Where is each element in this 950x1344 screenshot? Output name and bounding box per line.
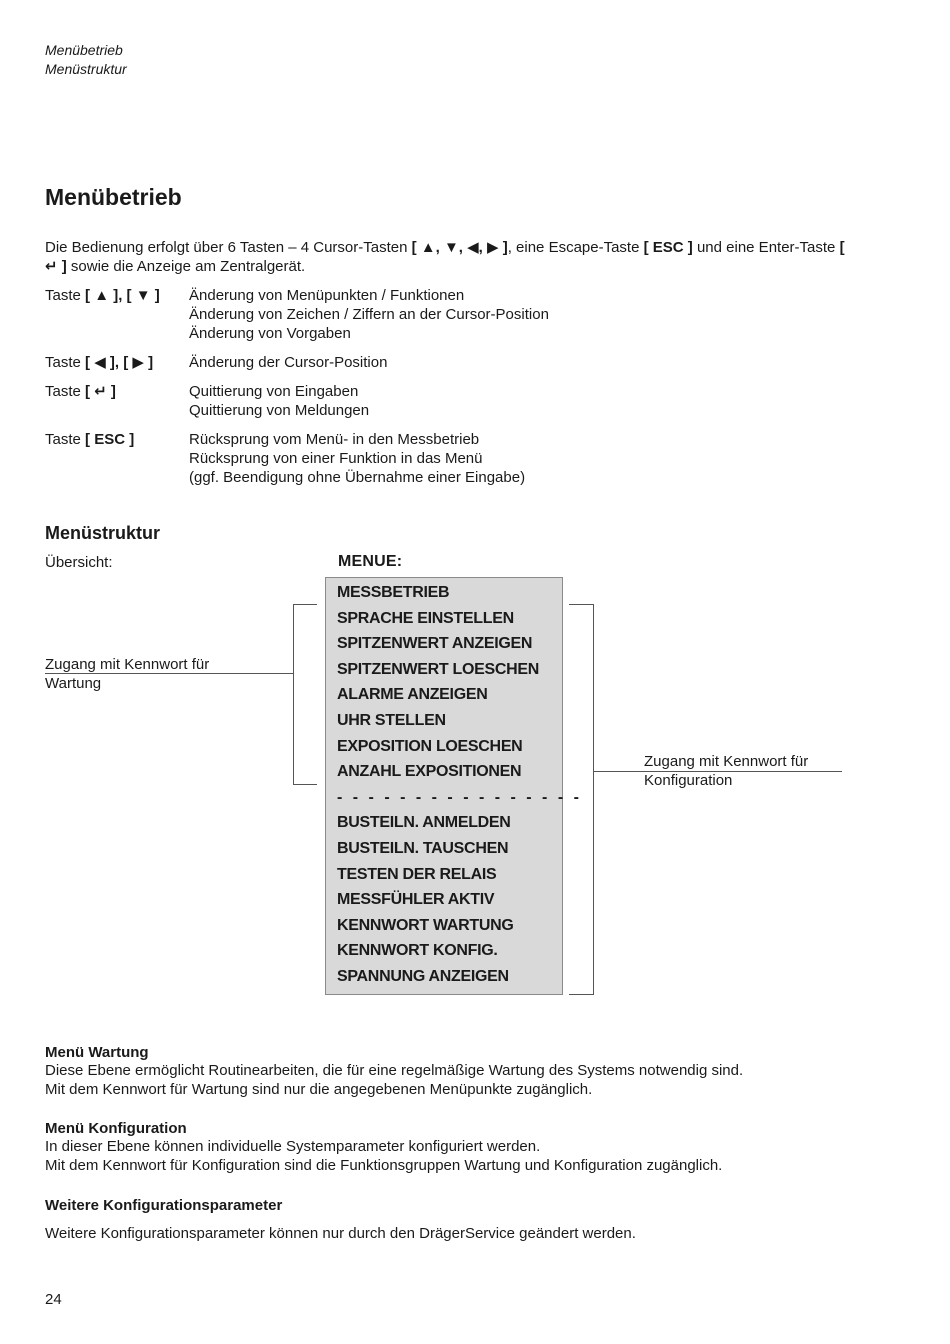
- intro-text-1: Die Bedienung erfolgt über 6 Tasten – 4 Cursor-Tasten: [45, 239, 412, 256]
- key-description: [189, 430, 825, 497]
- header-line-1: Menübetrieb: [45, 42, 123, 58]
- key-label: [45, 286, 189, 353]
- menu-item: KENNWORT KONFIG.: [337, 942, 498, 960]
- key-row-esc: [45, 430, 825, 497]
- maintenance-bracket-top: [293, 604, 317, 605]
- key-label: [45, 430, 189, 497]
- key-description-line: (ggf. Beendigung ohne Übernahme einer Eingabe): [189, 469, 526, 486]
- key-description-line: Änderung der Cursor-Position: [189, 354, 388, 371]
- access-maintenance-label: [45, 655, 209, 693]
- key-label-prefix: Taste: [45, 431, 86, 448]
- key-description-line: Änderung von Vorgaben: [189, 325, 351, 342]
- key-description: [189, 286, 825, 353]
- section-heading: Weitere Konfigurationsparameter: [45, 1197, 283, 1214]
- access-maintenance-line: Zugang mit Kennwort für: [45, 656, 210, 673]
- header-line-2: Menüstruktur: [45, 61, 127, 77]
- intro-paragraph: [45, 238, 845, 276]
- section-line: Diese Ebene ermöglicht Routinearbeiten, die für eine regelmäßige Wartung des Systems notwendig sind.: [45, 1062, 744, 1079]
- key-description-line: Rücksprung von einer Funktion in das Menü: [189, 450, 483, 467]
- menu-item: EXPOSITION LOESCHEN: [337, 737, 523, 755]
- key-description: [189, 353, 825, 382]
- key-description-line: Änderung von Menüpunkten / Funktionen: [189, 287, 465, 304]
- section-maintenance: [45, 1044, 905, 1099]
- menu-separator: - - - - - - - - - - - - - - - -: [337, 788, 582, 806]
- key-label-key: [ ESC ]: [85, 431, 135, 448]
- key-description-line: Rücksprung vom Menü- in den Messbetrieb: [189, 431, 480, 448]
- menu-item: ANZAHL EXPOSITIONEN: [337, 763, 522, 781]
- menu-item: KENNWORT WARTUNG: [337, 916, 514, 934]
- intro-enter-key: [ ↵ ]: [45, 239, 845, 275]
- config-bracket-top: [569, 604, 594, 605]
- key-label: [45, 353, 189, 382]
- menu-item: BUSTEILN. TAUSCHEN: [337, 839, 509, 857]
- section-further-parameters: [45, 1197, 905, 1243]
- intro-text-4: sowie die Anzeige am Zentralgerät.: [66, 258, 306, 275]
- key-label-key: [ ↵ ]: [85, 383, 116, 400]
- menu-item: ALARME ANZEIGEN: [337, 686, 488, 704]
- menu-item: SPITZENWERT ANZEIGEN: [337, 635, 533, 653]
- config-bracket-side: [593, 604, 594, 995]
- key-label-prefix: Taste: [45, 383, 86, 400]
- page-number: 24: [45, 1291, 62, 1308]
- running-header: [45, 41, 127, 79]
- section-heading: Menü Wartung: [45, 1044, 149, 1061]
- menu-item: SPRACHE EINSTELLEN: [337, 609, 514, 627]
- key-description: [189, 382, 825, 430]
- access-config-label: [644, 752, 808, 790]
- key-description-line: Quittierung von Eingaben: [189, 383, 359, 400]
- key-description-line: Änderung von Zeichen / Ziffern an der Cursor-Position: [189, 306, 549, 323]
- intro-text-2: , eine Escape-Taste: [507, 239, 644, 256]
- key-row-left-right: [45, 353, 825, 382]
- key-table: [45, 286, 825, 497]
- menu-item: BUSTEILN. ANMELDEN: [337, 814, 511, 832]
- section-line: In dieser Ebene können individuelle Systemparameter konfiguriert werden.: [45, 1138, 541, 1155]
- key-row-up-down: [45, 286, 825, 353]
- menu-box: [325, 577, 582, 995]
- key-label-prefix: Taste: [45, 287, 86, 304]
- key-row-enter: [45, 382, 825, 430]
- section-line: Mit dem Kennwort für Konfiguration sind die Funktionsgruppen Wartung und Konfiguration zugänglich.: [45, 1157, 723, 1174]
- menu-title: MENUE:: [338, 553, 403, 570]
- key-label-key: [ ▲ ], [ ▼ ]: [85, 287, 160, 304]
- section-configuration: [45, 1120, 905, 1175]
- maintenance-bracket-bottom: [293, 784, 317, 785]
- page-title: Menübetrieb: [45, 184, 182, 210]
- menu-item: SPITZENWERT LOESCHEN: [337, 660, 540, 678]
- access-config-line: Zugang mit Kennwort für: [644, 753, 809, 770]
- access-config-line: Konfiguration: [644, 772, 733, 789]
- section-line: Mit dem Kennwort für Wartung sind nur die angegebenen Menüpunkte zugänglich.: [45, 1081, 593, 1098]
- key-description-line: Quittierung von Meldungen: [189, 402, 370, 419]
- menu-item: MESSBETRIEB: [337, 584, 450, 601]
- key-label-key: [ ◀ ], [ ▶ ]: [85, 354, 154, 371]
- intro-cursor-keys: [ ▲, ▼, ◀, ▶ ]: [411, 239, 508, 256]
- maintenance-bracket-side: [293, 604, 294, 785]
- intro-text-3: und eine Enter-Taste: [692, 239, 840, 256]
- section-line: Weitere Konfigurationsparameter können nur durch den DrägerService geändert werden.: [45, 1225, 636, 1242]
- intro-esc-key: [ ESC ]: [643, 239, 693, 256]
- key-label: [45, 382, 189, 430]
- menu-item: TESTEN DER RELAIS: [337, 865, 497, 883]
- menu-item: SPANNUNG ANZEIGEN: [337, 967, 509, 985]
- config-bracket-bottom: [569, 994, 594, 995]
- menu-item: MESSFÜHLER AKTIV: [337, 891, 495, 909]
- structure-heading: Menüstruktur: [45, 523, 161, 543]
- menu-item: UHR STELLEN: [337, 711, 446, 729]
- overview-label: Übersicht:: [45, 554, 113, 571]
- section-heading: Menü Konfiguration: [45, 1120, 187, 1137]
- key-label-prefix: Taste: [45, 354, 86, 371]
- access-maintenance-line: Wartung: [45, 675, 102, 692]
